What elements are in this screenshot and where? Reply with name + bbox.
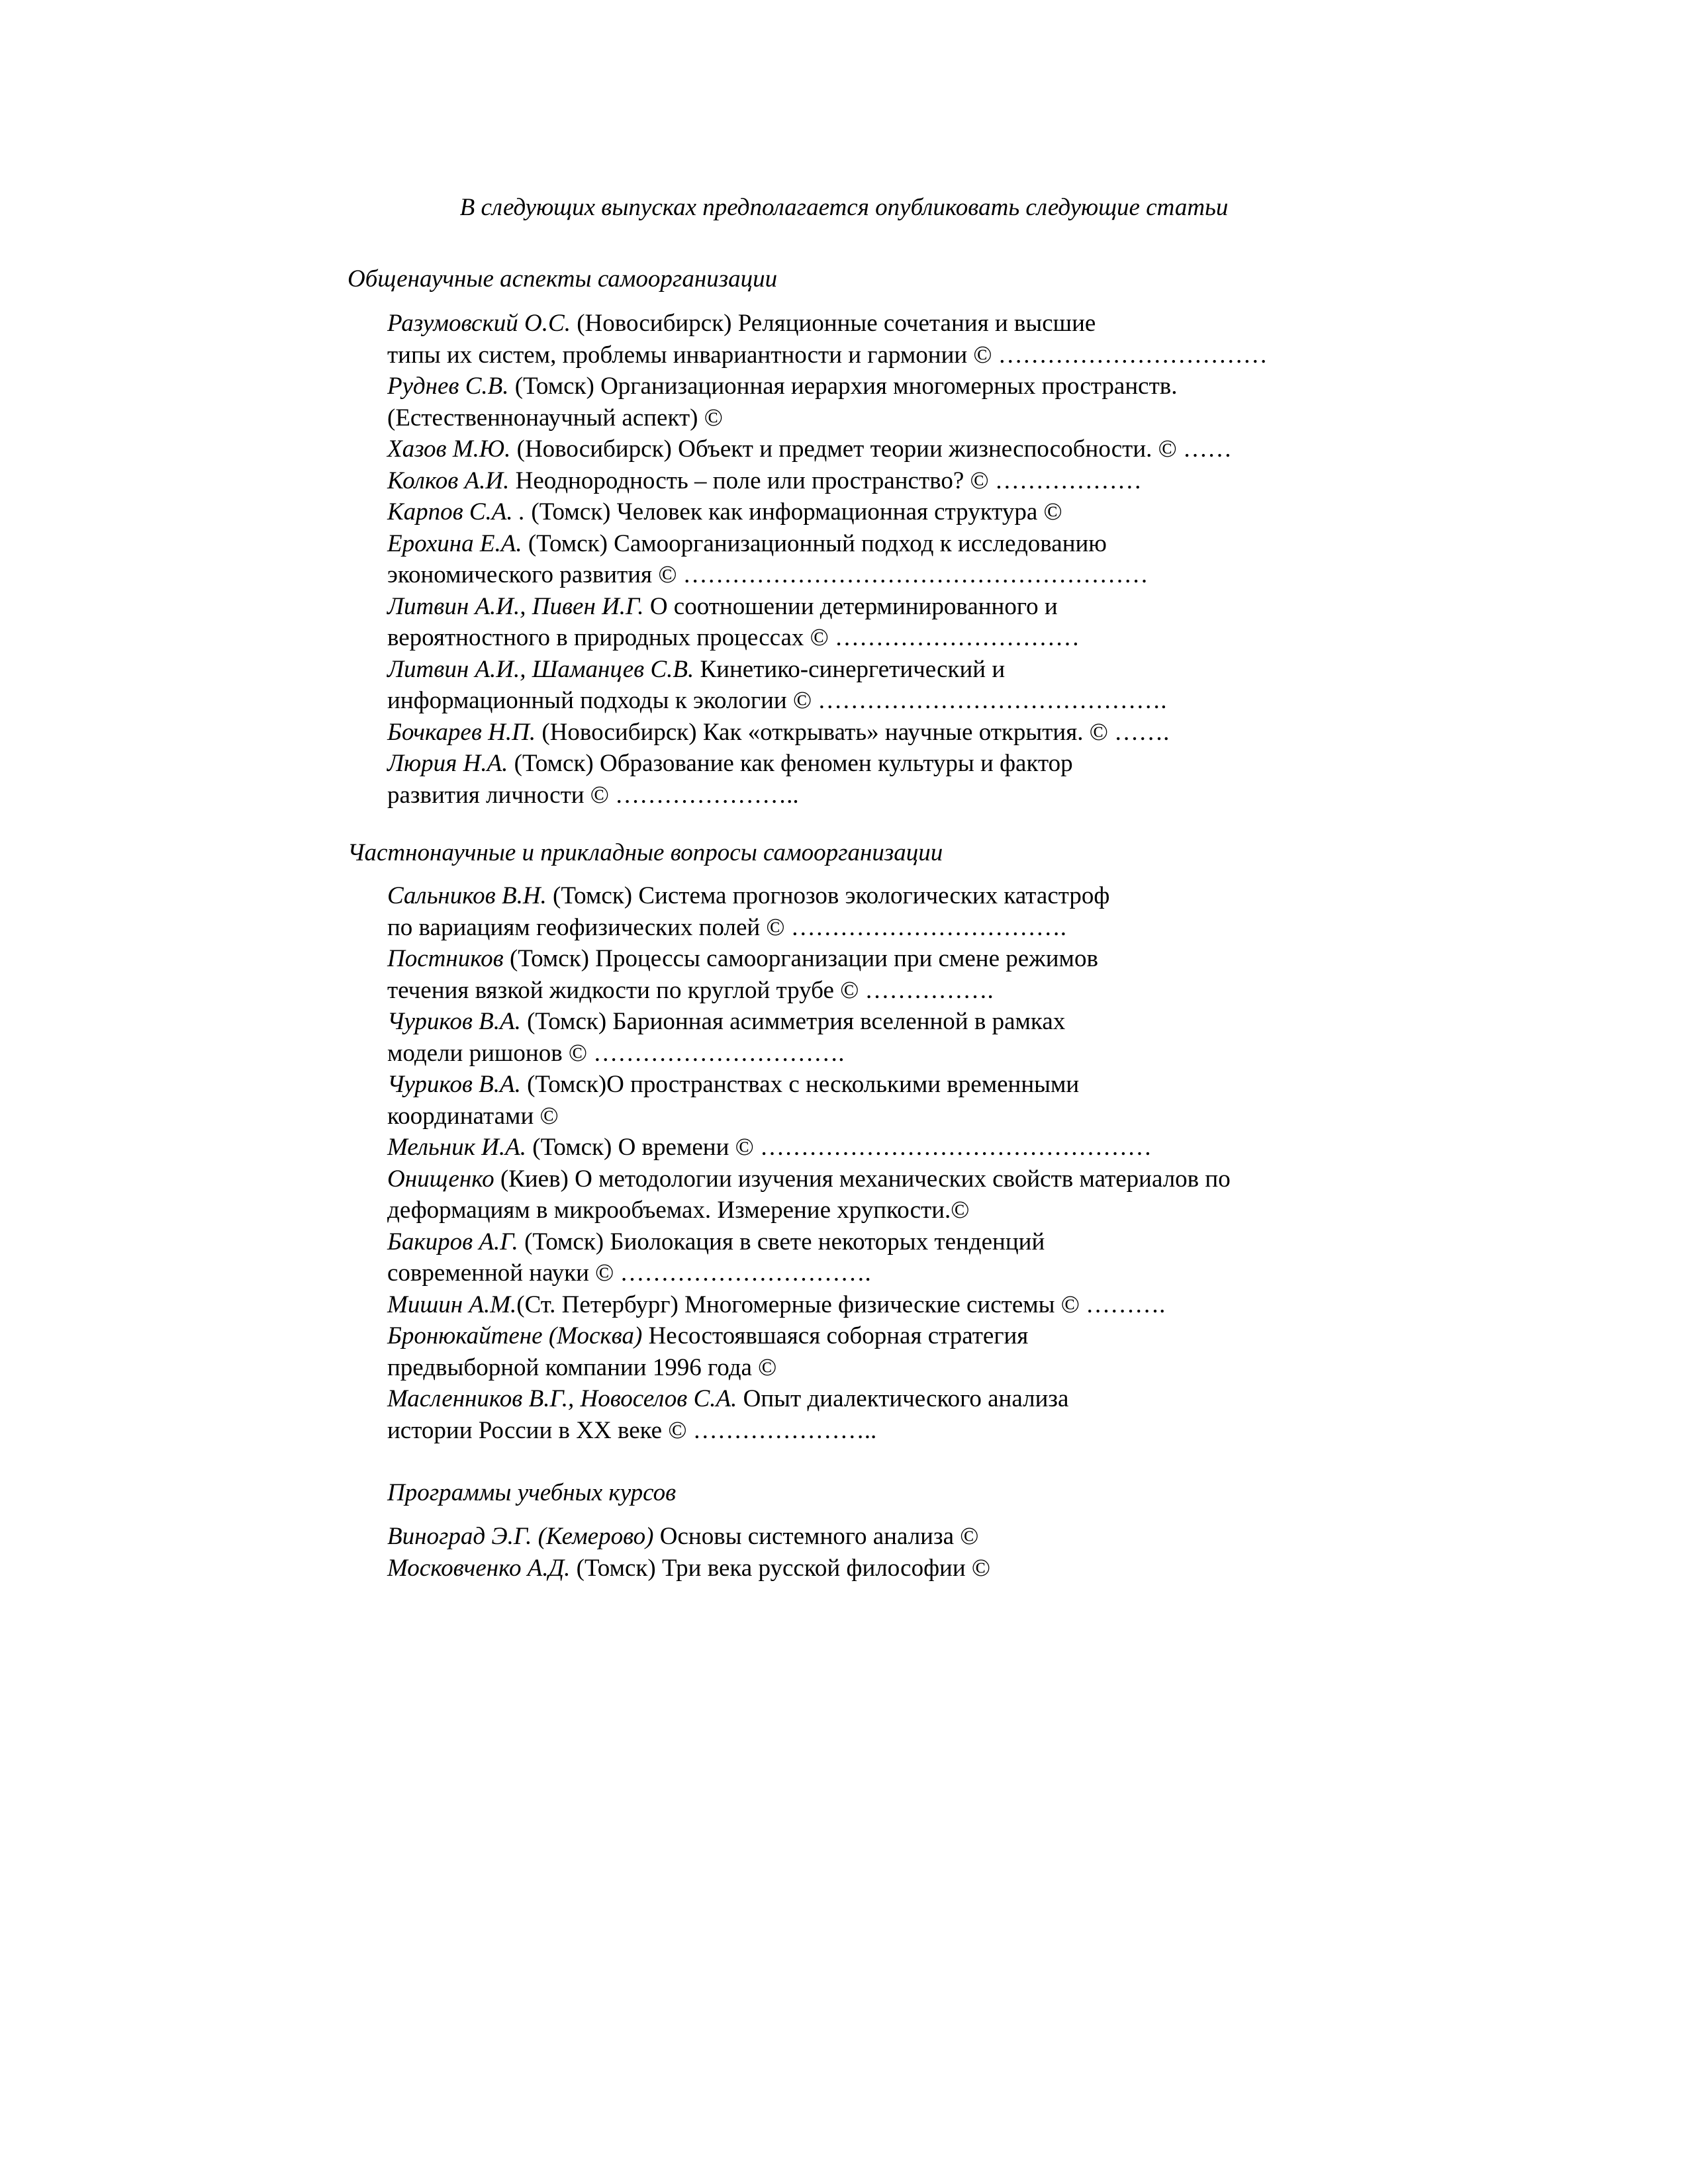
entry-text: (Новосибирск) Объект и предмет теории жизнеспособности. © …… (510, 435, 1233, 463)
entry-text: деформациям в микрообъемах. Измерение хрупкости.© (387, 1197, 970, 1224)
entry-line (387, 433, 1380, 465)
entry-line (387, 1383, 1380, 1415)
entry-author: Онищенко (387, 1165, 494, 1193)
entry-text: (Новосибирск) Как «открывать» научные открытия. © ……. (536, 718, 1170, 746)
section-applied-entries (387, 880, 1380, 1446)
section-general-entries (387, 308, 1380, 811)
entry-line (387, 1226, 1380, 1258)
entry-line (387, 308, 1380, 340)
entry-line (387, 1163, 1380, 1195)
entry-line (387, 559, 1380, 591)
entry-author: Мельник И.А. (387, 1134, 527, 1161)
entry-text: (Новосибирск) Реляционные сочетания и высшие (570, 310, 1096, 337)
entry-line (387, 975, 1380, 1007)
entry-text: (Томск) Три века русской философии © (570, 1554, 991, 1582)
entry-text: (Томск) Биолокация в свете некоторых тенденций (518, 1228, 1045, 1255)
entry-text: экономического развития © ………………………………………………… (387, 561, 1149, 588)
entry-text: (Ст. Петербург) Многомерные физические системы © ………. (516, 1291, 1166, 1318)
entry-text: вероятностного в природных процессах © ………………………… (387, 624, 1080, 651)
entry-text: (Томск) Самоорганизационный подход к исследованию (522, 529, 1107, 557)
entry-line (387, 496, 1380, 528)
entry-text: модели ришонов © …………………………. (387, 1039, 845, 1067)
entry-line (387, 1320, 1380, 1352)
entry-author: Чуриков В.А. (387, 1071, 521, 1098)
entry-text: (Киев) О методологии изучения механических свойств материалов по (494, 1165, 1231, 1193)
entry-text: типы их систем, проблемы инвариантности и гармонии © …………………………… (387, 341, 1268, 369)
entry-line (387, 1352, 1380, 1384)
entry-line (387, 402, 1380, 434)
entry-line (387, 717, 1380, 749)
entry-author: Мишин А.М. (387, 1291, 517, 1318)
entry-text: по вариациям геофизических полей © ……………………………. (387, 913, 1067, 941)
entry-line (387, 654, 1380, 686)
entry-author: Люрия Н.А. (387, 750, 508, 777)
entry-text: (Томск) Организационная иерархия многомерных пространств. (508, 373, 1178, 400)
entry-line (387, 748, 1380, 780)
entry-line (387, 1257, 1380, 1289)
entry-text: Несостоявшаяся соборная стратегия (642, 1322, 1029, 1349)
entry-author: Московченко А.Д. (387, 1554, 571, 1582)
entry-line (387, 622, 1380, 654)
entry-text: (Томск) Человек как информационная структура © (525, 498, 1062, 525)
section-title-applied: Частнонаучные и прикладные вопросы самоорганизации (348, 839, 943, 866)
entry-line (387, 371, 1380, 402)
entry-line (387, 528, 1380, 560)
entry-author: Чуриков В.А. (387, 1008, 521, 1035)
entry-line (387, 880, 1380, 912)
entry-text: (Томск) Образование как феномен культуры и фактор (508, 750, 1073, 777)
entry-author: Разумовский О.С. (387, 310, 571, 337)
entry-text: Опыт диалектического анализа (737, 1385, 1069, 1412)
entry-text: (Естественнонаучный аспект) © (387, 404, 723, 432)
entry-line (387, 1415, 1380, 1447)
entry-text: развития личности © ………………….. (387, 781, 799, 809)
entry-line (387, 1038, 1380, 1069)
entry-text: Кинетико-синергетический и (694, 655, 1006, 683)
entry-author: Бронюкайтене (Москва) (387, 1322, 643, 1349)
entry-text: истории России в XX веке © ………………….. (387, 1416, 877, 1444)
entry-line (387, 1553, 1380, 1584)
entry-line (387, 1006, 1380, 1038)
entry-text: (Томск)О пространствах с несколькими временными (520, 1071, 1080, 1098)
section-title-courses: Программы учебных курсов (387, 1479, 677, 1506)
entry-author: Ерохина Е.А. (387, 529, 522, 557)
entry-text: современной науки © …………………………. (387, 1259, 871, 1287)
entry-author: Виноград Э.Г. (Кемерово) (387, 1523, 654, 1550)
entry-author: Бакиров А.Г. (387, 1228, 518, 1255)
entry-text: координатами © (387, 1102, 559, 1130)
entry-text: (Томск) Процессы самоорганизации при смене режимов (503, 945, 1098, 972)
entry-line (387, 912, 1380, 944)
section-title-general: Общенаучные аспекты самоорганизации (348, 265, 778, 293)
entry-text: информационный подходы к экологии © ……………………………………. (387, 687, 1167, 714)
entry-author: Хазов М.Ю. (387, 435, 511, 463)
entry-line (387, 780, 1380, 811)
entry-author: Руднев С.В. (387, 373, 509, 400)
entry-author: Карпов С.А. . (387, 498, 526, 525)
entry-line (387, 465, 1380, 497)
entry-author: Бочкарев Н.П. (387, 718, 536, 746)
entry-author: Литвин А.И., Шаманцев С.В. (387, 655, 694, 683)
entry-text: (Томск) Барионная асимметрия вселенной в рамках (520, 1008, 1066, 1035)
entry-text: предвыборной компании 1996 года © (387, 1353, 777, 1381)
entry-line (387, 685, 1380, 717)
entry-text: О соотношении детерминированного и (643, 592, 1058, 620)
entry-line (387, 1521, 1380, 1553)
entry-line (387, 1132, 1380, 1163)
entry-line (387, 340, 1380, 371)
entry-line (387, 1195, 1380, 1226)
entry-author: Колков А.И. (387, 467, 510, 494)
entry-line (387, 591, 1380, 623)
entry-author: Литвин А.И., Пивен И.Г. (387, 592, 644, 620)
page-heading: В следующих выпусках предполагается опубликовать следующие статьи (459, 194, 1229, 221)
entry-line (387, 943, 1380, 975)
entry-text: Основы системного анализа © (653, 1523, 979, 1550)
entry-text: Неоднородность – поле или пространство? © ……………… (509, 467, 1142, 494)
entry-line (387, 1069, 1380, 1101)
entry-line (387, 1289, 1380, 1321)
entry-author: Сальников В.Н. (387, 882, 547, 909)
entry-author: Постников (387, 945, 504, 972)
entry-text: течения вязкой жидкости по круглой трубе © ……………. (387, 976, 994, 1004)
entry-text: (Томск) О времени © ………………………………………… (526, 1134, 1152, 1161)
entry-line (387, 1101, 1380, 1132)
section-courses-entries (387, 1521, 1380, 1584)
entry-text: (Томск) Система прогнозов экологических катастроф (546, 882, 1110, 909)
entry-author: Масленников В.Г., Новоселов С.А. (387, 1385, 737, 1412)
